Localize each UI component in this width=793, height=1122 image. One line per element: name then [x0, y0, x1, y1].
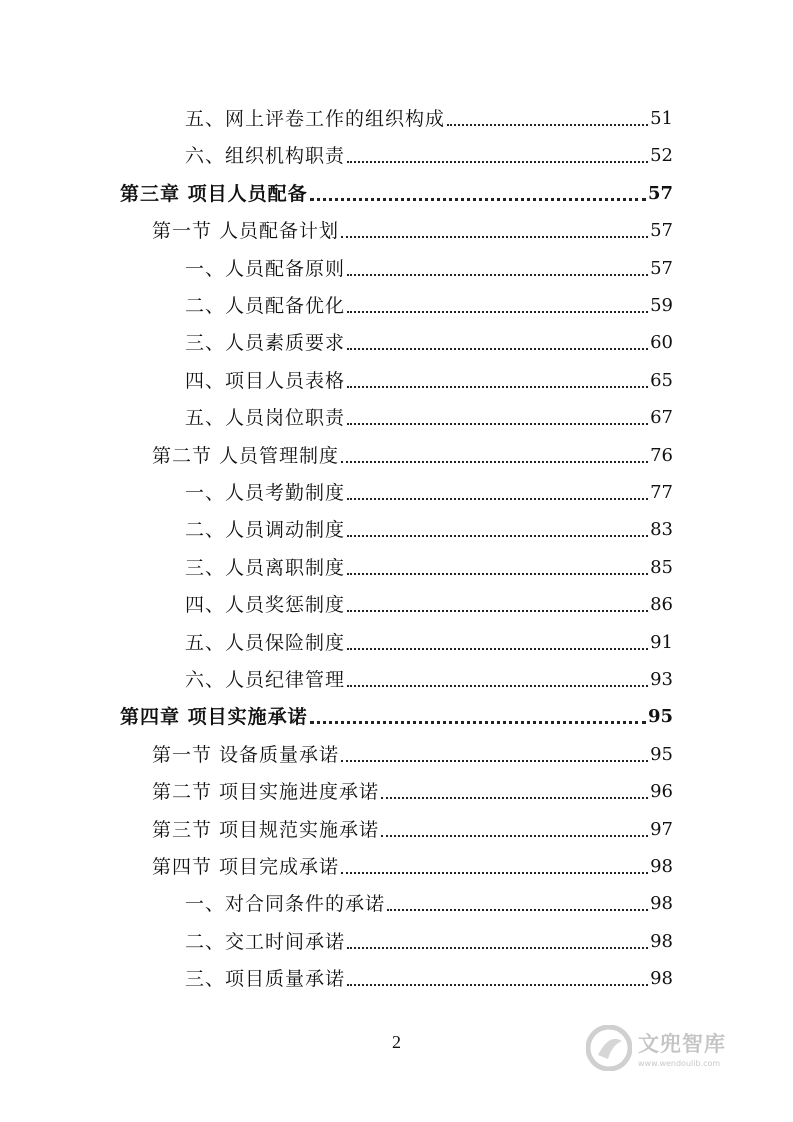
toc-subsection-entry[interactable] [185, 143, 673, 169]
toc-entry-page: 83 [650, 519, 673, 541]
toc-entry-label: 一、人员考勤制度 [185, 482, 346, 504]
toc-entry-label: 一、对合同条件的承诺 [185, 893, 386, 916]
toc-subsection-entry[interactable] [185, 592, 673, 618]
toc-dot-leader [341, 461, 648, 463]
toc-entry-label: 五、网上评卷工作的组织构成 [185, 108, 446, 130]
toc-entry-page: 86 [650, 594, 673, 616]
toc-entry-page: 98 [650, 930, 673, 952]
watermark [586, 1018, 756, 1078]
toc-entry-page: 65 [650, 369, 673, 391]
toc-dot-leader [341, 760, 648, 762]
toc-entry-page: 60 [650, 332, 673, 354]
toc-section-entry[interactable] [152, 218, 673, 244]
toc-entry-label: 四、项目人员表格 [185, 369, 346, 392]
toc-subsection-entry[interactable] [185, 405, 673, 431]
toc-dot-leader [347, 161, 648, 163]
toc-entry-label: 第一节 人员配备计划 [152, 220, 340, 243]
toc-subsection-entry[interactable] [185, 517, 673, 543]
toc-entry-page: 57 [647, 182, 673, 204]
toc-dot-leader [341, 872, 648, 874]
toc-subsection-entry[interactable] [185, 555, 673, 581]
toc-entry-label: 三、人员素质要求 [185, 332, 346, 355]
toc-dot-leader [381, 835, 648, 837]
toc-section-entry[interactable] [152, 742, 673, 768]
toc-entry-label: 五、人员保险制度 [185, 631, 346, 654]
toc-dot-leader [347, 947, 648, 949]
toc-entry-label: 第一节 设备质量承诺 [152, 743, 340, 766]
toc-entry-page: 98 [650, 968, 673, 990]
toc-dot-leader [347, 648, 648, 650]
toc-entry-label: 六、组织机构职责 [185, 145, 346, 168]
toc-subsection-entry[interactable] [185, 667, 673, 693]
toc-subsection-entry[interactable] [185, 630, 673, 656]
toc-entry-page: 98 [650, 856, 673, 877]
page-number: 2 [392, 1032, 401, 1052]
toc-entry-label: 第二节 人员管理制度 [152, 444, 340, 467]
watermark-url: www.wendoulib.com [638, 1059, 721, 1068]
toc-subsection-entry[interactable] [185, 106, 673, 132]
toc-entry-page: 85 [650, 556, 673, 578]
toc-dot-leader [387, 909, 648, 911]
toc-dot-leader [347, 348, 648, 350]
toc-entry-label: 四、人员奖惩制度 [185, 594, 346, 617]
toc-entry-page: 59 [650, 295, 673, 316]
toc-dot-leader [347, 573, 648, 575]
toc-subsection-entry[interactable] [185, 929, 673, 955]
toc-entry-label: 第四章 项目实施承诺 [120, 706, 308, 729]
toc-dot-leader [341, 236, 648, 238]
toc-section-entry[interactable] [152, 817, 673, 843]
toc-dot-leader [347, 984, 648, 986]
toc-subsection-entry[interactable] [185, 293, 673, 319]
toc-dot-leader [447, 124, 648, 126]
toc-entry-page: 57 [650, 257, 673, 279]
toc-entry-label: 六、人员纪律管理 [185, 669, 346, 691]
watermark-name: 文兜智库 [638, 1032, 726, 1056]
toc-entry-page: 96 [650, 781, 673, 803]
toc-entry-label: 第三章 项目人员配备 [120, 182, 308, 205]
toc-dot-leader [347, 610, 648, 612]
toc-entry-page: 51 [650, 108, 673, 129]
toc-dot-leader [347, 311, 648, 313]
toc-entry-label: 第四节 项目完成承诺 [152, 856, 340, 878]
toc-entry-label: 二、人员调动制度 [185, 519, 346, 542]
toc-chapter-entry[interactable] [120, 181, 673, 207]
toc-entry-page: 77 [650, 482, 673, 503]
toc-entry-page: 67 [650, 407, 673, 429]
toc-subsection-entry[interactable] [185, 368, 673, 394]
toc-entry-page: 93 [650, 669, 673, 690]
toc-entry-label: 三、人员离职制度 [185, 556, 346, 579]
toc-dot-leader [347, 685, 648, 687]
toc-dot-leader [347, 423, 648, 425]
toc-dot-leader [310, 721, 646, 724]
toc-entry-page: 91 [650, 631, 673, 653]
toc-entry-page: 57 [650, 220, 673, 242]
toc-section-entry[interactable] [152, 443, 673, 469]
toc-dot-leader [347, 274, 648, 276]
toc-dot-leader [347, 535, 648, 537]
toc-entry-label: 一、人员配备原则 [185, 257, 346, 280]
toc-subsection-entry[interactable] [185, 966, 673, 992]
toc-dot-leader [381, 797, 648, 799]
toc-entry-page: 95 [650, 743, 673, 765]
toc-entry-page: 95 [647, 706, 673, 728]
toc-entry-label: 二、交工时间承诺 [185, 930, 346, 953]
toc-entry-label: 第二节 项目实施进度承诺 [152, 781, 380, 804]
toc-chapter-entry[interactable] [120, 704, 673, 730]
toc-entry-label: 三、项目质量承诺 [185, 968, 346, 991]
toc-subsection-entry[interactable] [185, 256, 673, 282]
toc-section-entry[interactable] [152, 854, 673, 880]
toc-entry-page: 97 [650, 818, 673, 840]
toc-dot-leader [347, 498, 648, 500]
toc-section-entry[interactable] [152, 779, 673, 805]
watermark-logo-icon [586, 1025, 632, 1071]
toc-dot-leader [347, 386, 648, 388]
toc-entry-label: 五、人员岗位职责 [185, 407, 346, 430]
toc-subsection-entry[interactable] [185, 330, 673, 356]
toc-subsection-entry[interactable] [185, 891, 673, 917]
toc-entry-page: 76 [650, 444, 673, 466]
toc-entry-page: 52 [650, 145, 673, 167]
toc-dot-leader [310, 198, 646, 201]
toc-subsection-entry[interactable] [185, 480, 673, 506]
toc-entry-label: 二、人员配备优化 [185, 295, 346, 317]
toc-entry-page: 98 [650, 893, 673, 915]
toc-entry-label: 第三节 项目规范实施承诺 [152, 818, 380, 841]
